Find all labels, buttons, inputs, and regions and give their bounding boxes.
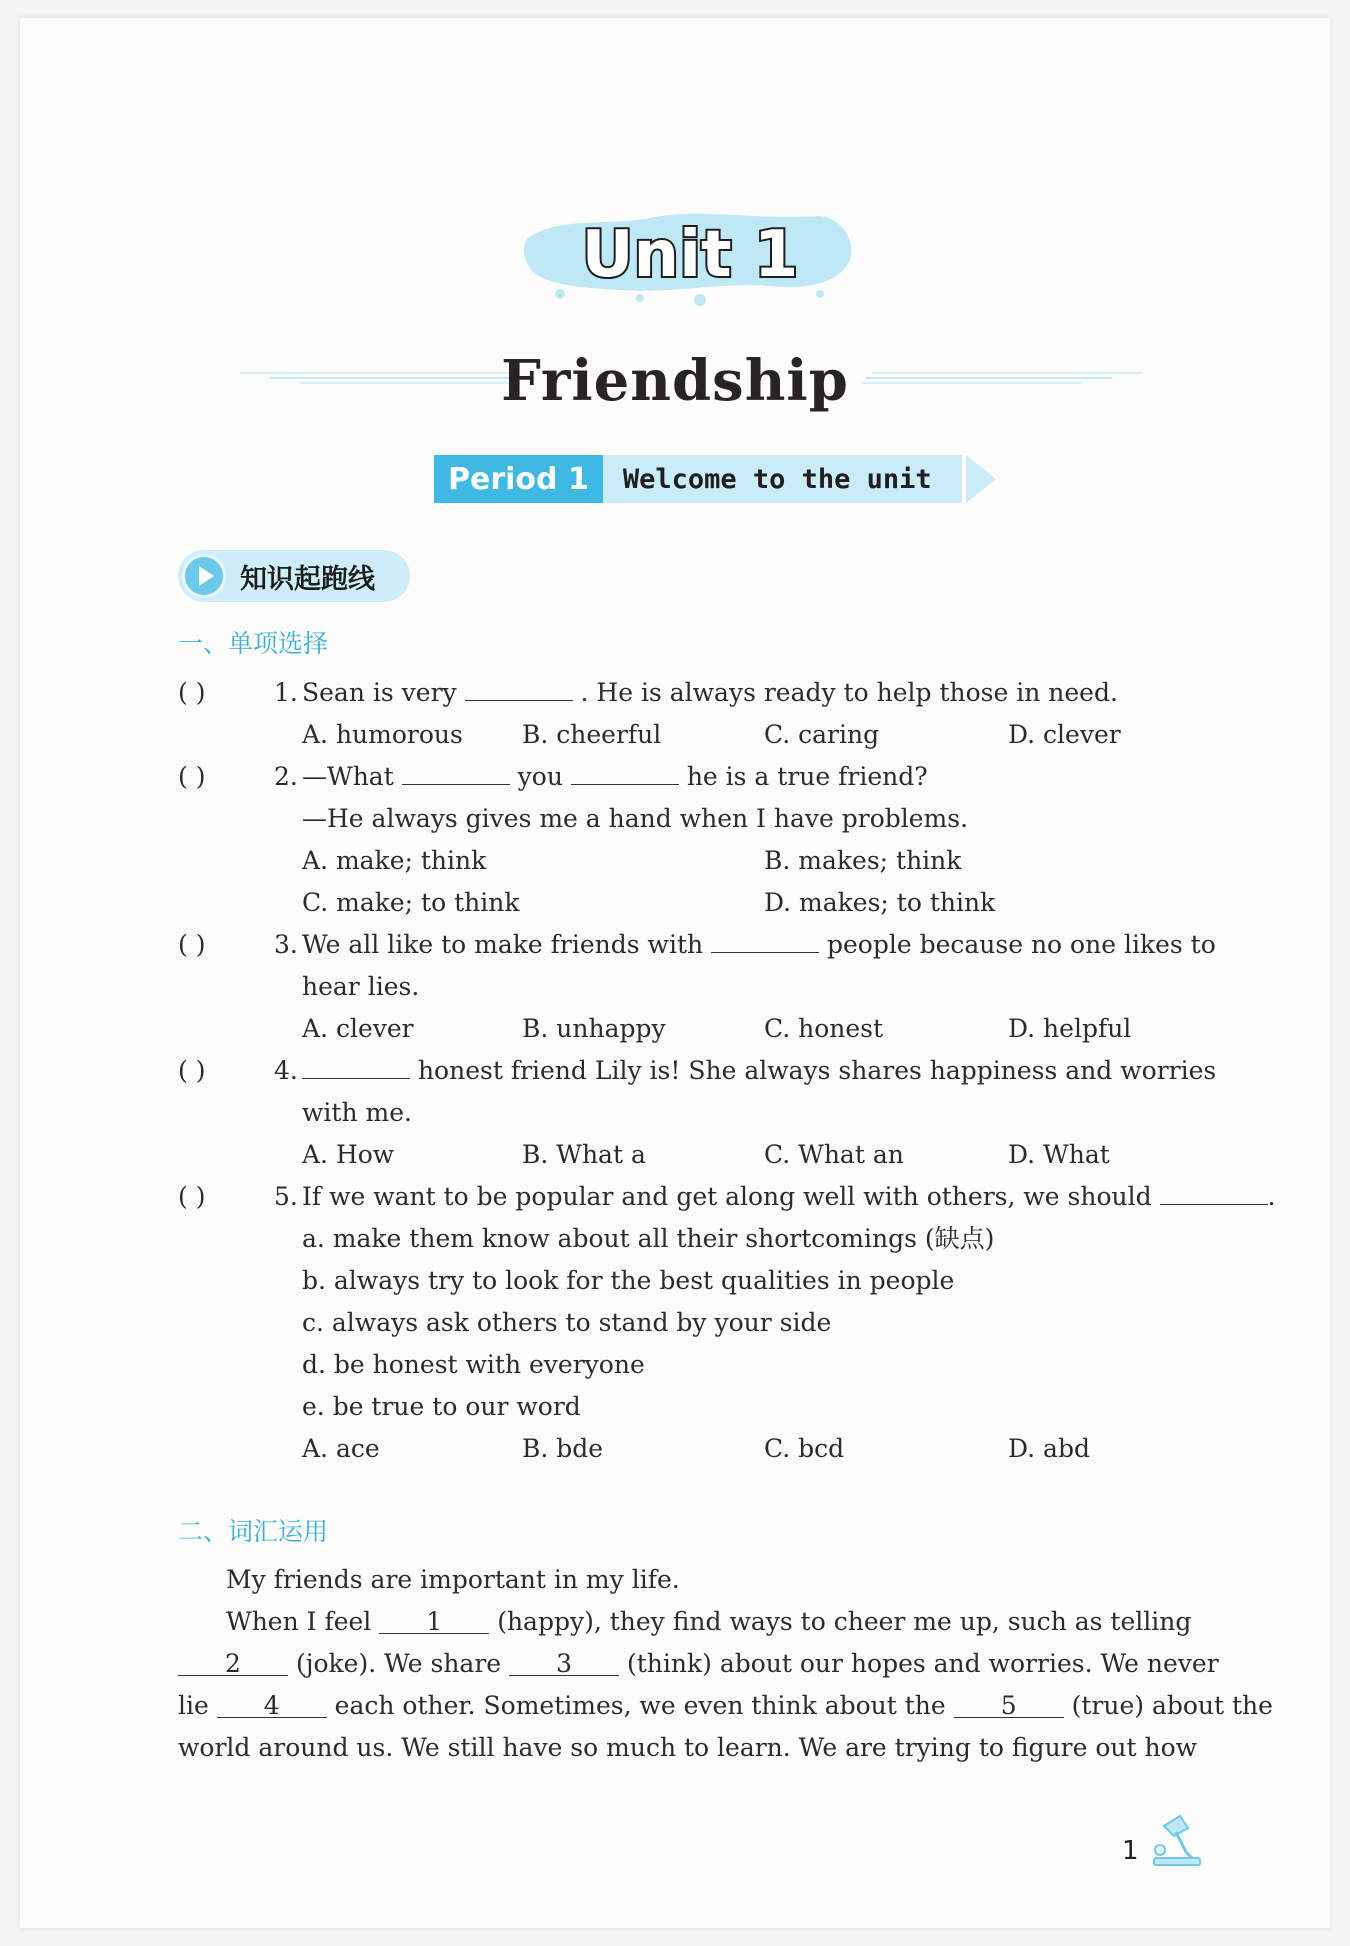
statement-d: d. be honest with everyone: [302, 1350, 645, 1379]
option-a[interactable]: A. make; think: [302, 846, 487, 875]
statement-b: b. always try to look for the best qualities in people: [302, 1266, 955, 1295]
part2-heading: 二、词汇运用: [178, 1517, 329, 1546]
option-d[interactable]: D. clever: [1008, 720, 1121, 749]
passage-line-5: world around us. We still have so much to learn. We are trying to figure out how: [178, 1733, 1198, 1762]
option-c[interactable]: C. What an: [764, 1140, 904, 1169]
answer-blank[interactable]: [1160, 1181, 1268, 1205]
answer-blank[interactable]: [302, 1055, 410, 1079]
numbered-blank-2[interactable]: 2: [178, 1652, 288, 1676]
option-a[interactable]: A. How: [302, 1140, 395, 1169]
passage-line-4: lie 4 each other. Sometimes, we even think about the 5 (true) about the: [178, 1691, 1273, 1720]
question-number: 2.: [274, 762, 298, 791]
option-a[interactable]: A. humorous: [302, 720, 463, 749]
statement-c: c. always ask others to stand by your side: [302, 1308, 832, 1337]
period-name: Welcome to the unit: [603, 455, 962, 503]
option-d[interactable]: D. makes; to think: [764, 888, 996, 917]
statement-e: e. be true to our word: [302, 1392, 581, 1421]
question-number: 1.: [274, 678, 298, 707]
option-b[interactable]: B. cheerful: [522, 720, 662, 749]
option-c[interactable]: C. honest: [764, 1014, 884, 1043]
part1-heading: 一、单项选择: [178, 629, 329, 658]
question-stem: Sean is very . He is always ready to help those in need.: [302, 678, 1118, 707]
numbered-blank-4[interactable]: 4: [217, 1694, 327, 1718]
desk-lamp-icon: [1146, 1812, 1204, 1868]
question-stem: We all like to make friends with people because no one likes to: [302, 930, 1216, 959]
option-b[interactable]: B. What a: [522, 1140, 646, 1169]
question-stem: —What you he is a true friend?: [302, 762, 928, 791]
option-b[interactable]: B. bde: [522, 1434, 604, 1463]
answer-blank[interactable]: [402, 761, 510, 785]
numbered-blank-5[interactable]: 5: [954, 1694, 1064, 1718]
passage-line-1: My friends are important in my life.: [226, 1565, 680, 1594]
answer-bracket[interactable]: ( ): [178, 1056, 206, 1085]
question-2-reply: —He always gives me a hand when I have problems.: [302, 804, 969, 833]
option-a[interactable]: A. ace: [302, 1434, 380, 1463]
answer-bracket[interactable]: ( ): [178, 762, 206, 791]
section-badge: [178, 550, 410, 602]
option-d[interactable]: D. abd: [1008, 1434, 1090, 1463]
unit-badge: [520, 198, 860, 308]
option-b[interactable]: B. unhappy: [522, 1014, 666, 1043]
period-banner: [434, 455, 996, 503]
question-number: 5.: [274, 1182, 298, 1211]
statement-a: a. make them know about all their shortcomings (缺点): [302, 1224, 995, 1253]
option-b[interactable]: B. makes; think: [764, 846, 962, 875]
unit-title: Friendship: [501, 348, 849, 414]
title-decor-right: [862, 370, 1142, 388]
numbered-blank-3[interactable]: 3: [509, 1652, 619, 1676]
answer-bracket[interactable]: ( ): [178, 930, 206, 959]
question-stem: honest friend Lily is! She always shares happiness and worries: [302, 1055, 1216, 1087]
passage-line-2: When I feel 1 (happy), they find ways to cheer me up, such as telling: [226, 1607, 1192, 1636]
page-number: 1: [1122, 1836, 1139, 1866]
answer-bracket[interactable]: ( ): [178, 678, 206, 707]
option-c[interactable]: C. bcd: [764, 1434, 845, 1463]
option-d[interactable]: D. helpful: [1008, 1014, 1132, 1043]
answer-blank[interactable]: [465, 677, 573, 701]
answer-blank[interactable]: [571, 761, 679, 785]
unit-badge-text: Unit 1: [581, 218, 799, 292]
option-c[interactable]: C. make; to think: [302, 888, 520, 917]
question-3-continued: hear lies.: [302, 972, 420, 1001]
numbered-blank-1[interactable]: 1: [379, 1610, 489, 1634]
answer-blank[interactable]: [711, 929, 819, 953]
play-circle-icon: [182, 554, 226, 598]
option-a[interactable]: A. clever: [302, 1014, 414, 1043]
question-number: 4.: [274, 1056, 298, 1085]
banner-arrow-icon: [966, 455, 996, 503]
option-d[interactable]: D. What: [1008, 1140, 1110, 1169]
question-4-continued: with me.: [302, 1098, 412, 1127]
section-badge-label: 知识起跑线: [240, 563, 375, 595]
answer-bracket[interactable]: ( ): [178, 1182, 206, 1211]
question-number: 3.: [274, 930, 298, 959]
option-c[interactable]: C. caring: [764, 720, 880, 749]
passage-line-3: 2 (joke). We share 3 (think) about our hopes and worries. We never: [178, 1648, 1219, 1680]
period-tag: Period 1: [434, 455, 603, 503]
question-stem: If we want to be popular and get along well with others, we should .: [302, 1182, 1276, 1211]
